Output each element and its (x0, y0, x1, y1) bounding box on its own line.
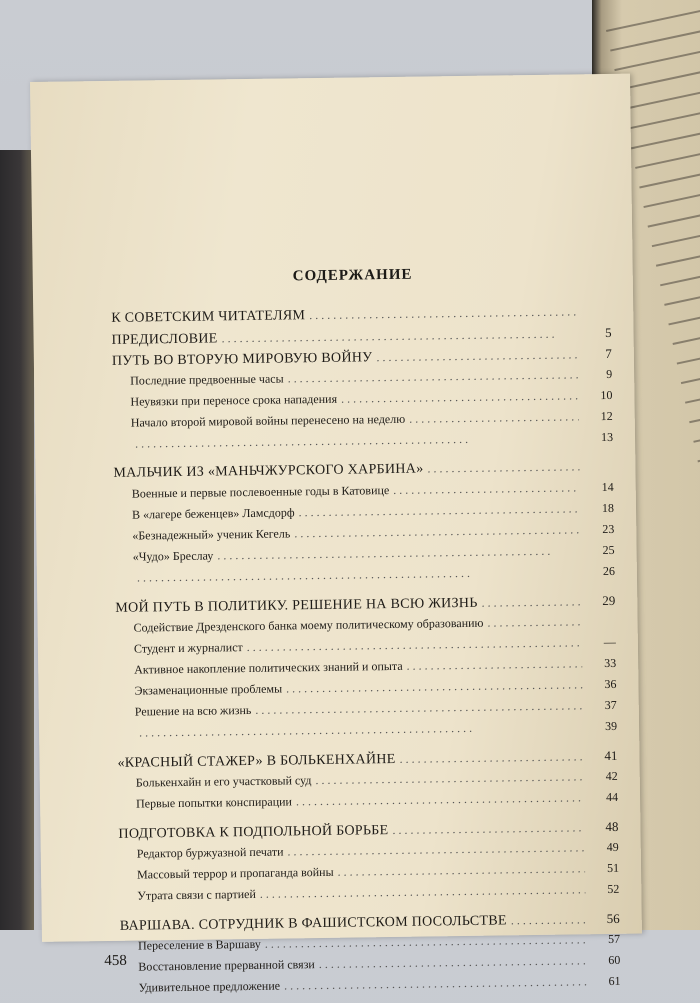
toc-entry-page: 52 (589, 882, 619, 897)
toc-entry-page: 61 (591, 974, 621, 989)
toc-entry-page: 48 (588, 819, 618, 835)
toc-entry-page: 5 (581, 325, 611, 341)
dot-leader (319, 953, 587, 972)
toc-entry-title: Удивительное предложение (139, 979, 281, 996)
toc-entry-title: Неувязки при переносе срока нападения (130, 392, 337, 410)
toc-entry-page: 39 (587, 719, 617, 734)
dot-leader (341, 388, 579, 406)
toc-entry-title: Решение на всю жизнь (135, 703, 252, 720)
dot-leader (286, 677, 583, 696)
toc-entry-title: Редактор буржуазной печати (137, 845, 284, 862)
dot-leader (296, 790, 584, 809)
dot-leader (399, 749, 583, 767)
toc-entry-title: «КРАСНЫЙ СТАЖЕР» В БОЛЬКЕНХАЙНЕ (117, 752, 395, 772)
dot-leader (260, 882, 586, 902)
toc-entry-page: 36 (586, 677, 616, 692)
dot-leader (294, 522, 580, 541)
toc-entry-title: ПОДГОТОВКА К ПОДПОЛЬНОЙ БОРЬБЕ (118, 823, 388, 843)
toc-entry-title: Содействие Дрезденского банка моему политическому образованию (134, 616, 484, 636)
toc-entry-page: 41 (587, 748, 617, 764)
dot-leader (287, 840, 584, 859)
toc-entry-page: 26 (585, 564, 615, 579)
toc-entry-title: ПУТЬ ВО ВТОРУЮ МИРОВУЮ ВОЙНУ (112, 350, 373, 370)
dot-leader (487, 614, 581, 630)
toc-entry-title: Болькенхайн и его участковый суд (136, 773, 312, 790)
toc-entry-page: 33 (586, 656, 616, 671)
dot-leader (315, 769, 583, 788)
toc-entry-title: ПРЕДИСЛОВИЕ (112, 331, 218, 348)
toc-entry-title: ВАРШАВА. СОТРУДНИК В ФАШИСТСКОМ ПОСОЛЬСТВЕ (120, 913, 507, 934)
toc-entry-page: 7 (582, 346, 612, 362)
toc-entry-page: 44 (588, 790, 618, 805)
toc-entry-title: Начало второй мировой войны перенесено на неделю (131, 412, 406, 431)
toc-entry-page: 37 (587, 698, 617, 713)
toc-entry-page: 23 (584, 522, 614, 537)
dot-leader (284, 974, 587, 993)
toc-entry-page: 49 (589, 840, 619, 855)
dot-leader (265, 932, 586, 951)
toc-entry-title: Первые попытки конспирации (136, 794, 292, 811)
toc-entry-page: 9 (582, 367, 612, 382)
toc-entry-page: — (586, 635, 616, 650)
toc-entry-title: Экзаменационные проблемы (134, 682, 282, 699)
dot-leader (406, 656, 582, 673)
dot-leader (511, 912, 586, 928)
dot-leader (392, 820, 584, 838)
dot-leader (299, 501, 581, 520)
book-spine (0, 150, 34, 930)
toc-entry-page: 10 (582, 388, 612, 403)
dot-leader (255, 698, 583, 718)
toc-entry-page: 13 (583, 430, 613, 445)
toc-entry-page: 51 (589, 861, 619, 876)
dot-leader (288, 367, 579, 386)
toc-entry-title: В «лагере беженцев» Ламсдорф (132, 505, 295, 522)
toc-entry-title: Утрата связи с партией (137, 887, 256, 904)
toc-entry-title: Последние предвоенные часы (130, 371, 284, 388)
toc-entry-title: Студент и журналист (134, 640, 243, 657)
dot-leader (309, 304, 577, 323)
toc-entry-title: Восстановление прерванной связи (138, 957, 315, 974)
toc-entry-title: Переселение в Варшаву (138, 937, 261, 954)
dot-leader (393, 480, 580, 498)
book-page (30, 74, 642, 942)
toc-entry-title: «Безнадежный» ученик Кегель (132, 526, 290, 543)
dot-leader (427, 459, 579, 476)
toc-entry-page: 14 (584, 480, 614, 495)
toc-entry-page: 60 (590, 953, 620, 968)
toc-entry-page: 42 (588, 769, 618, 784)
dot-leader (338, 861, 586, 879)
page-title: СОДЕРЖАНИЕ (293, 267, 413, 286)
table-of-contents (111, 304, 621, 1002)
toc-entry-title: «Чудо» Бреслау (133, 548, 214, 564)
toc-entry-title: Военные и первые послевоенные годы в Катовице (132, 483, 390, 502)
toc-entry-page: 57 (590, 932, 620, 947)
dot-leader (376, 347, 578, 365)
toc-entry-title: МОЙ ПУТЬ В ПОЛИТИКУ. РЕШЕНИЕ НА ВСЮ ЖИЗНЬ (115, 596, 477, 617)
toc-entry-page: 12 (583, 409, 613, 424)
toc-entry-page: 25 (584, 543, 614, 558)
toc-entry-title: Активное накопление политических знаний и опыта (134, 659, 403, 678)
toc-entry-page: 29 (585, 593, 615, 609)
toc-entry-page: 18 (584, 501, 614, 516)
dot-leader (409, 409, 579, 426)
toc-entry-title: МАЛЬЧИК ИЗ «МАНЬЧЖУРСКОГО ХАРБИНА» (113, 462, 423, 482)
toc-entry-title: К СОВЕТСКИМ ЧИТАТЕЛЯМ (111, 308, 305, 327)
dot-leader (482, 594, 582, 610)
page-number: 458 (104, 953, 127, 970)
dot-leader (222, 326, 578, 346)
toc-entry-title: Массовый террор и пропаганда войны (137, 865, 334, 883)
toc-entry-page: 56 (590, 911, 620, 927)
